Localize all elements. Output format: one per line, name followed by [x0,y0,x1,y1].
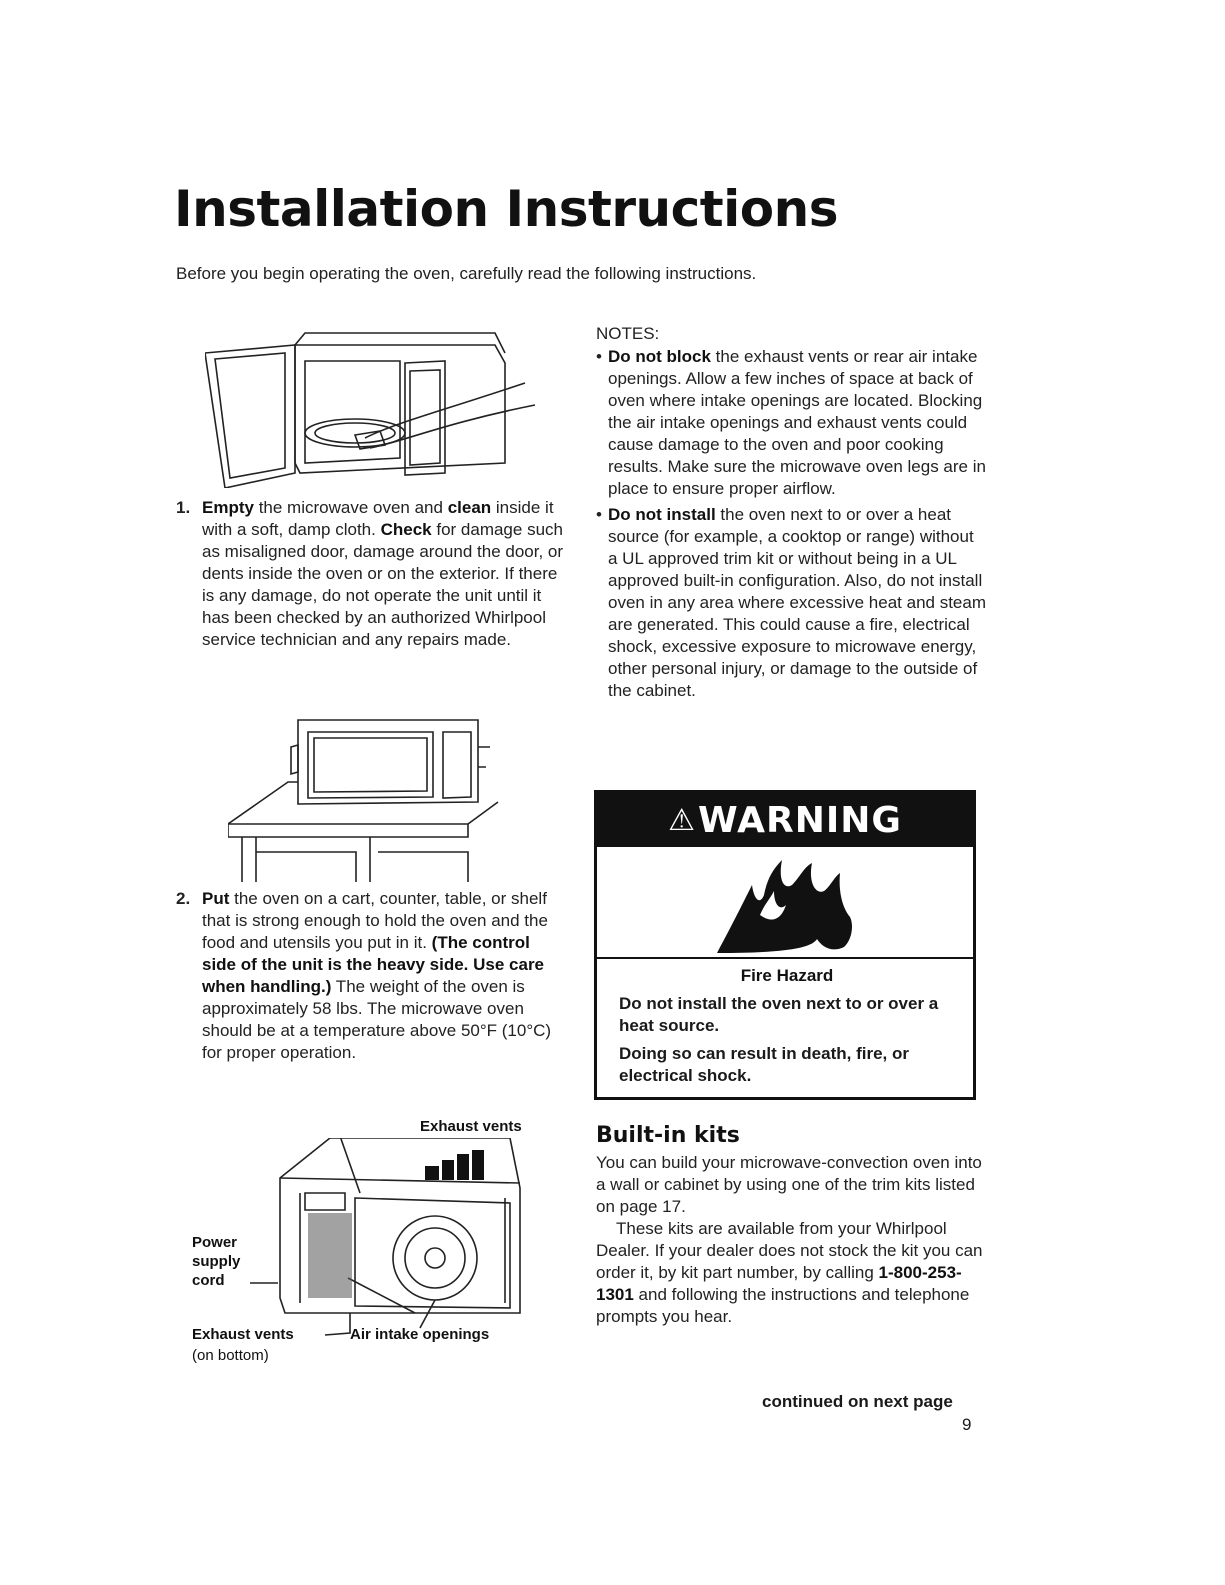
step-body [202,497,566,651]
continued-note: continued on next page [762,1392,953,1411]
warning-heading: WARNING [698,799,902,841]
exhaust-vents-bottom-label: Exhaust vents [192,1326,294,1343]
note-item [596,346,986,500]
step-text: for damage such as misaligned door, damage around the door, or dents inside the oven or on the exterior. If there is any damage, do not operate the unit until it has been checked by an authorized Whirlpool service technician and any repairs made. [202,520,564,649]
note-lead: Do not block [608,347,711,366]
step-bold: (The control side of the unit is the heavy side. Use care when handling.) [202,933,545,996]
builtin-kits-text [596,1152,986,1328]
notes-section [596,323,986,706]
oven-on-cart-illustration [228,712,503,882]
step-text: The weight of the oven is approximately 58 lbs. The microwave oven should be at a temperature above 50°F (10°C) for proper operation. [202,977,552,1062]
note-lead: Do not install [608,505,716,524]
note-item [596,504,986,702]
cleaning-illustration [205,323,540,488]
step-2 [176,888,566,1064]
fire-hazard-icon [597,847,973,959]
step-lead: Put [202,889,230,908]
warning-box [594,790,976,1100]
fire-hazard-title: Fire Hazard [740,966,834,985]
builtin-paragraph-1: You can build your microwave-convection oven into a wall or cabinet by using one of the trim kits listed on page 17. [596,1153,982,1216]
note-text: the exhaust vents or rear air intake openings. Allow a few inches of space at back of oven where intake openings are located. Blocking the air intake openings and exhaust vents could cause damage to the oven and poor cooking results. Make sure the microwave oven legs are in place to ensure proper airflow. [608,347,986,498]
power-label-3: cord [192,1272,225,1289]
intro-text: Before you begin operating the oven, carefully read the following instructions. [176,264,757,283]
exhaust-vents-top-label: Exhaust vents [420,1118,522,1135]
builtin-kits-title: Built-in kits [596,1123,740,1148]
air-intake-label: Air intake openings [350,1326,490,1343]
warning-header [597,793,973,847]
step-text: the microwave oven and [253,498,448,517]
on-bottom-label: (on bottom) [192,1347,269,1364]
power-label-1: Power [192,1234,238,1251]
step-text: inside it with a soft, damp cloth. [202,498,554,539]
step-1 [176,497,566,651]
warning-line-2: Doing so can result in death, fire, or electrical shock. [619,1044,909,1085]
step-number: 2. [176,889,191,908]
step-text: the oven on a cart, counter, table, or shelf that is strong enough to hold the oven and the food and utensils you put in it. [202,889,548,952]
step-bold: clean [447,498,492,517]
step-number: 1. [176,498,191,517]
phone-number: 1-800-253-1301 [596,1263,962,1304]
warning-line-1: Do not install the oven next to or over a heat source. [619,994,939,1035]
warning-text [597,959,973,1087]
oven-rear-illustration [230,1138,530,1338]
step-body [202,888,566,1064]
builtin-text: and following the instructions and telephone prompts you hear. [596,1285,970,1326]
step-lead: Empty [202,498,254,517]
step-bold: Check [380,520,432,539]
page-title: Installation Instructions [174,180,839,238]
power-label-2: supply [192,1253,241,1270]
notes-title: NOTES: [596,324,660,343]
note-text: the oven next to or over a heat source (for example, a cooktop or range) without a UL approved trim kit or without being in a UL approved built-in configuration. Also, do not install oven in any area where excessive heat and steam are generated. This could cause a fire, electrical shock, excessive exposure to microwave energy, other personal injury, or damage to the outside of the cabinet. [608,505,987,700]
builtin-paragraph-2 [596,1218,986,1328]
warning-triangle-icon: ⚠ [668,802,697,838]
page-number: 9 [962,1415,972,1434]
builtin-text: These kits are available from your Whirlpool Dealer. If your dealer does not stock the kit you can order it, by kit part number, by calling [596,1219,983,1282]
